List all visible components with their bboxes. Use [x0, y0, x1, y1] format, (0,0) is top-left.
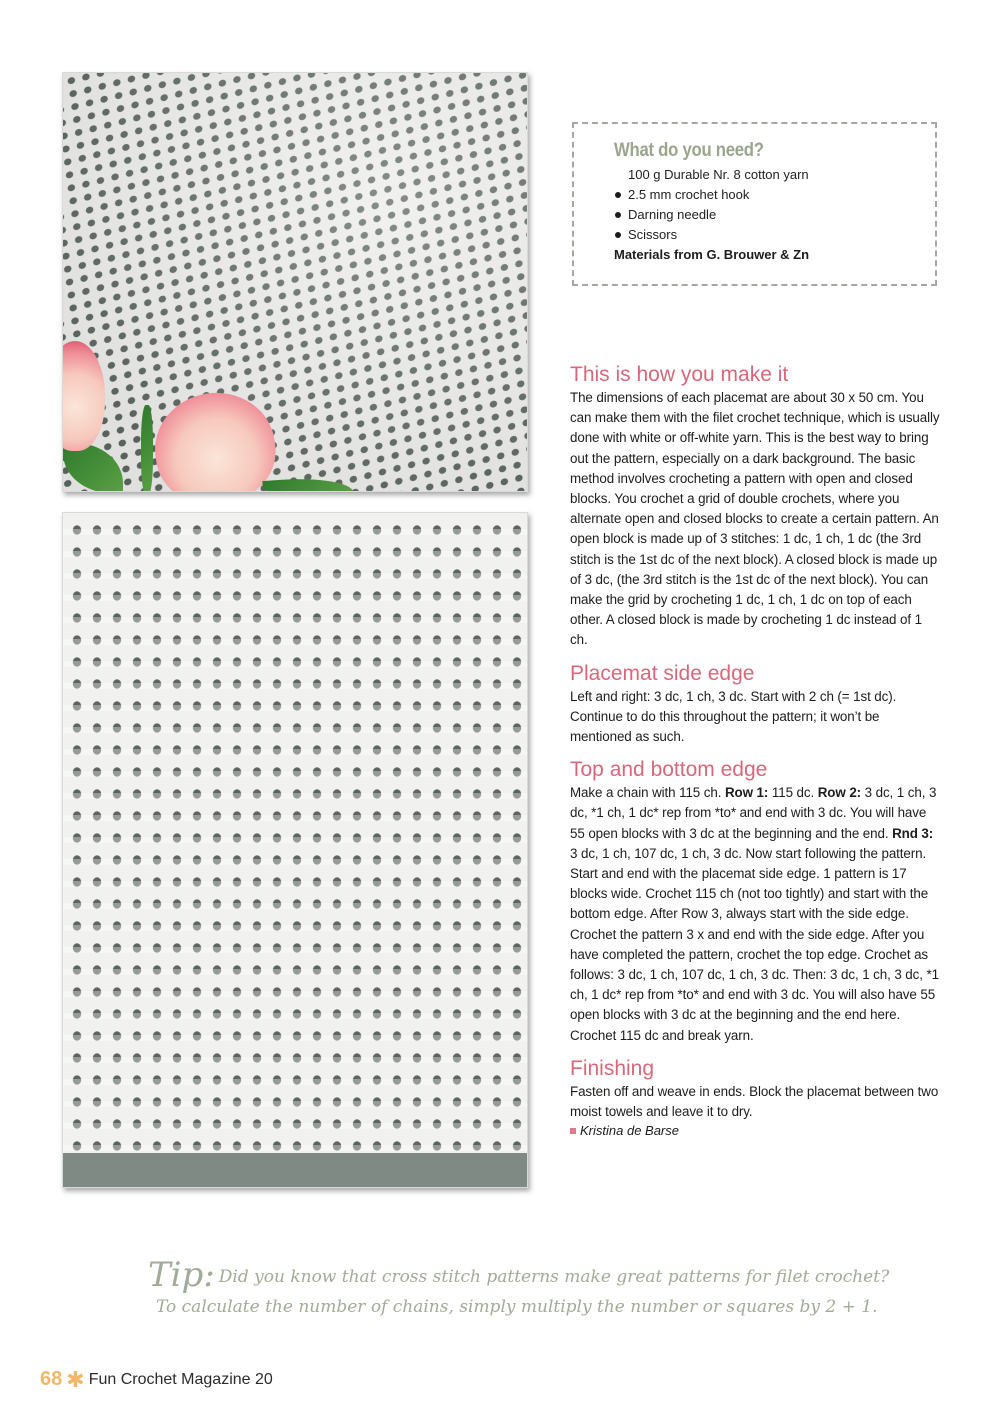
- materials-title: What do you need?: [614, 140, 764, 161]
- materials-item-text: Darning needle: [628, 207, 717, 222]
- bullet-icon: [615, 232, 621, 238]
- author-credit: [570, 1122, 942, 1140]
- row-label: Rnd 3:: [892, 825, 934, 841]
- asterisk-icon: ✱: [66, 1366, 85, 1392]
- photo-shading: [63, 73, 527, 491]
- page-number: 68: [40, 1368, 63, 1390]
- rose-stem: [141, 405, 153, 492]
- table-surface: [63, 1153, 528, 1188]
- section-heading: Finishing: [570, 1056, 655, 1080]
- section-heading: Top and bottom edge: [570, 758, 768, 782]
- text-run: 3 dc, 1 ch, 107 dc, 1 ch, 3 dc. Now start following the pattern. Start and end with the placemat side edge. 1 pattern is 17 blocks wide. Crochet 115 ch (not too tightly) and start with the bottom edge. After Row 3, always start with the side edge. Crochet the pattern 3 x and end with the side edge. After you have completed the pattern, crochet the top edge. Crochet as follows: 3 dc, 1 ch, 107 dc, 1 ch, 3 dc. Then: 3 dc, 1 ch, 3 dc, *1 ch, 1 dc* rep from *to* and end with 3 dc. You will also have 55 open blocks with 3 dc at the beginning and the end here. Crochet 115 dc and break yarn.: [570, 845, 939, 1043]
- row-label: Row 1:: [724, 785, 769, 801]
- bullet-icon: [615, 212, 621, 218]
- placemat-photo-closeup: [62, 512, 528, 1188]
- tip-line-2: To calculate the number of chains, simply multiply the number or squares by 2 + 1.: [156, 1297, 878, 1317]
- materials-box: [572, 122, 937, 286]
- tip-line-1: [148, 1255, 908, 1295]
- section-text: Left and right: 3 dc, 1 ch, 3 dc. Start with 2 ch (= 1st dc). Continue to do this throughout the pattern; it won’t be mentioned as such.: [570, 688, 897, 745]
- bullet-icon: [615, 192, 621, 198]
- square-bullet-icon: [570, 1128, 576, 1134]
- section-finishing: [570, 1056, 942, 1140]
- row-label: Row 2:: [817, 785, 862, 801]
- tip-text: Did you know that cross stitch patterns make great patterns for filet crochet?: [218, 1267, 890, 1287]
- section-side-edge: [570, 661, 942, 748]
- text-run: 3 dc, 1 ch, 3 dc, *1 ch, 1 dc* rep from *to* and end with 3 dc. You will have 55 open blocks with 3 dc at the beginning and the end.: [570, 785, 937, 841]
- tip-callout: [148, 1255, 908, 1320]
- section-text: The dimensions of each placemat are about 30 x 50 cm. You can make them with the filet crochet technique, which is usually done with white or off-white yarn. This is the best way to bring out the pattern, especially on a dark background. The basic method involves crocheting a pattern with open and closed blocks. You crochet a grid of double crochets, where you alternate open and closed blocks to create a certain pattern. An open block is made up of 3 stitches: 1 dc, 1 ch, 1 dc (the 3rd stitch is the 1st dc of the next block). A closed block is made up of 3 dc, (the 3rd stitch is the 1st dc of the next block). You can make the grid by crocheting 1 dc, 1 ch, 1 dc on top of each other. A closed block is made by crocheting 1 dc instead of 1 ch.: [570, 390, 940, 648]
- text-run: 115 dc.: [768, 785, 818, 801]
- materials-item: [614, 185, 935, 205]
- section-how-to-make: [570, 362, 942, 651]
- materials-source: Materials from G. Brouwer & Zn: [614, 247, 810, 262]
- placemat-photo-top: [62, 72, 528, 492]
- section-text: Fasten off and weave in ends. Block the placemat between two moist towels and leave it to dry.: [570, 1083, 939, 1120]
- page-footer: [40, 1368, 273, 1391]
- materials-item: [614, 165, 935, 185]
- grid-row-highlights: [63, 513, 528, 1153]
- section-heading: Placemat side edge: [570, 661, 755, 685]
- author-name: Kristina de Barse: [580, 1123, 679, 1139]
- section-top-bottom-edge: [570, 757, 942, 1046]
- section-heading: This is how you make it: [570, 363, 789, 386]
- text-run: Make a chain with 115 ch.: [570, 785, 725, 801]
- materials-item: [614, 225, 935, 245]
- tip-label: Tip:: [148, 1255, 215, 1295]
- materials-item-text: 2.5 mm crochet hook: [628, 187, 750, 202]
- materials-item-text: Scissors: [628, 227, 678, 242]
- magazine-title: Fun Crochet Magazine 20: [88, 1370, 273, 1388]
- materials-list: [614, 165, 935, 245]
- article-body: [570, 362, 942, 1140]
- materials-item-text: 100 g Durable Nr. 8 cotton yarn: [628, 167, 809, 182]
- materials-item: [614, 205, 935, 225]
- section-text: [570, 783, 942, 1046]
